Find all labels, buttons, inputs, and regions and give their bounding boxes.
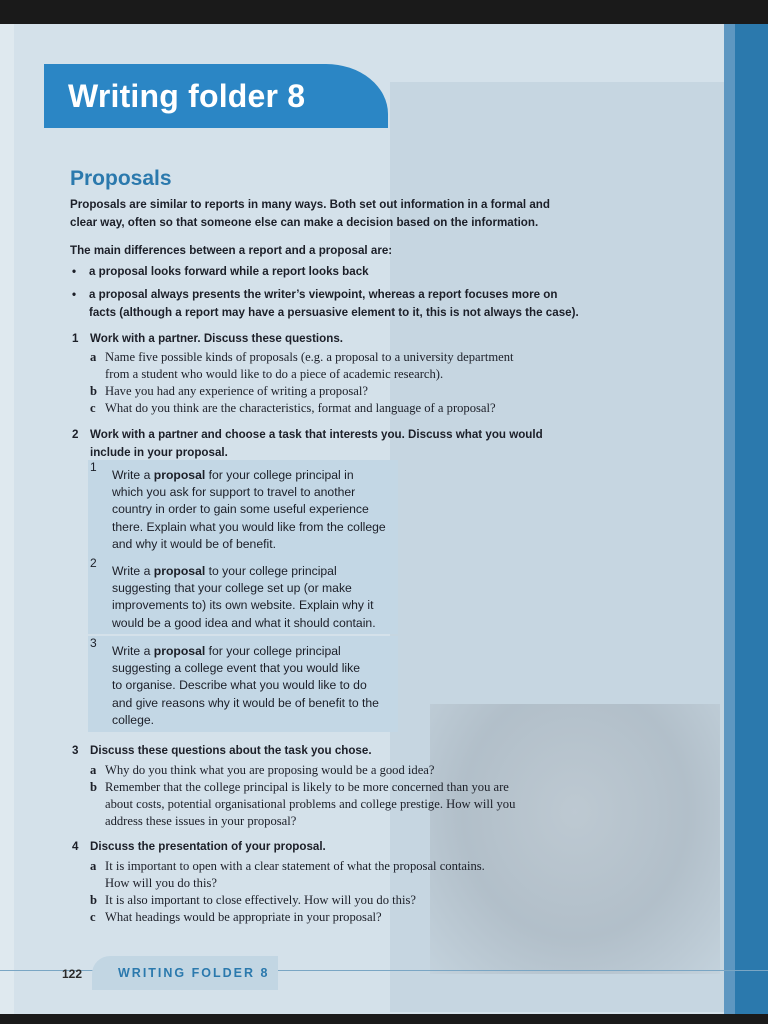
bullet-dot: • [72, 288, 77, 301]
question-number: 1 [72, 332, 79, 345]
bullet-text: a proposal always presents the writer’s viewpoint, whereas a report focuses more on [89, 288, 558, 301]
question-text: Work with a partner. Discuss these questions. [90, 332, 343, 345]
task-line [112, 468, 354, 482]
question-number: 4 [72, 840, 79, 853]
task-line: suggesting that your college set up (or make [112, 581, 352, 596]
item-letter: a [90, 763, 97, 777]
task-text: Write a [112, 564, 154, 578]
task-text: Write a [112, 468, 154, 482]
question-text: Discuss the presentation of your proposal. [90, 840, 326, 853]
item-letter: c [90, 401, 96, 415]
differences-lead: The main differences between a report and a proposal are: [70, 244, 393, 257]
task-line: there. Explain what you would like from the college [112, 519, 386, 534]
item-text: What do you think are the characteristics, format and language of a proposal? [105, 401, 496, 415]
task-line: college. [112, 712, 155, 727]
bullet-text: a proposal looks forward while a report looks back [89, 265, 369, 278]
task-line [112, 564, 337, 578]
item-letter: c [90, 910, 96, 924]
page-edge [0, 24, 14, 1014]
item-letter: a [90, 350, 97, 364]
bullet-text: facts (although a report may have a persuasive element to it, this is not always the case). [89, 306, 579, 319]
task-text: for your college principal in [205, 468, 354, 482]
task-number: 3 [90, 636, 97, 650]
item-text: How will you do this? [105, 876, 217, 890]
task-line: suggesting a college event that you would like [112, 661, 360, 676]
page-number: 122 [62, 967, 83, 981]
task-number: 2 [90, 556, 97, 570]
task-text: for your college principal [205, 644, 341, 658]
task-line [112, 644, 341, 658]
footer-title: WRITING FOLDER 8 [118, 966, 270, 980]
page-title: Writing folder 8 [68, 78, 306, 114]
intro-line: Proposals are similar to reports in many ways. Both set out information in a formal and [70, 198, 550, 211]
task-line: and give reasons why it would be of benefit to the [112, 695, 379, 710]
task-text: to your college principal [205, 564, 337, 578]
item-letter: b [90, 384, 98, 398]
title-banner [44, 64, 388, 128]
intro-line: clear way, often so that someone else can make a decision based on the information. [70, 216, 539, 229]
bullet-dot: • [72, 265, 77, 278]
next-page-edge [735, 24, 768, 1014]
section-heading: Proposals [70, 167, 172, 190]
task-line: improvements to) its own website. Explain why it [112, 598, 374, 613]
item-text: from a student who would like to do a piece of academic research). [105, 367, 444, 381]
question-text: Discuss these questions about the task you chose. [90, 744, 372, 757]
item-text: Why do you think what you are proposing would be a good idea? [105, 763, 435, 777]
item-letter: b [90, 893, 98, 907]
item-letter: b [90, 780, 98, 794]
task-number: 1 [90, 460, 97, 474]
bleed-through-photo [430, 704, 720, 974]
item-text: Remember that the college principal is likely to be more concerned than you are [105, 780, 509, 794]
task-line: to organise. Describe what you would like to do [112, 678, 367, 693]
item-letter: a [90, 859, 97, 873]
question-number: 3 [72, 744, 79, 757]
question-text: include in your proposal. [90, 446, 228, 459]
item-text: address these issues in your proposal? [105, 814, 297, 828]
question-text: Work with a partner and choose a task that interests you. Discuss what you would [90, 428, 543, 441]
task-line: and why it would be of benefit. [112, 536, 276, 551]
task-keyword: proposal [153, 468, 206, 482]
item-text: It is important to open with a clear statement of what the proposal contains. [105, 859, 485, 873]
task-line: which you ask for support to travel to another [112, 485, 356, 500]
item-text: about costs, potential organisational problems and college prestige. How will you [105, 797, 516, 811]
task-text: Write a [112, 644, 154, 658]
question-number: 2 [72, 428, 79, 441]
task-line: would be a good idea and what it should contain. [112, 615, 376, 630]
item-text: Name five possible kinds of proposals (e.g. a proposal to a university department [105, 350, 514, 364]
item-text: What headings would be appropriate in your proposal? [105, 910, 382, 924]
item-text: Have you had any experience of writing a proposal? [105, 384, 368, 398]
task-line: country in order to gain some useful experience [112, 502, 369, 517]
task-keyword: proposal [153, 564, 206, 578]
task-keyword: proposal [153, 644, 206, 658]
item-text: It is also important to close effectively. How will you do this? [105, 893, 416, 907]
